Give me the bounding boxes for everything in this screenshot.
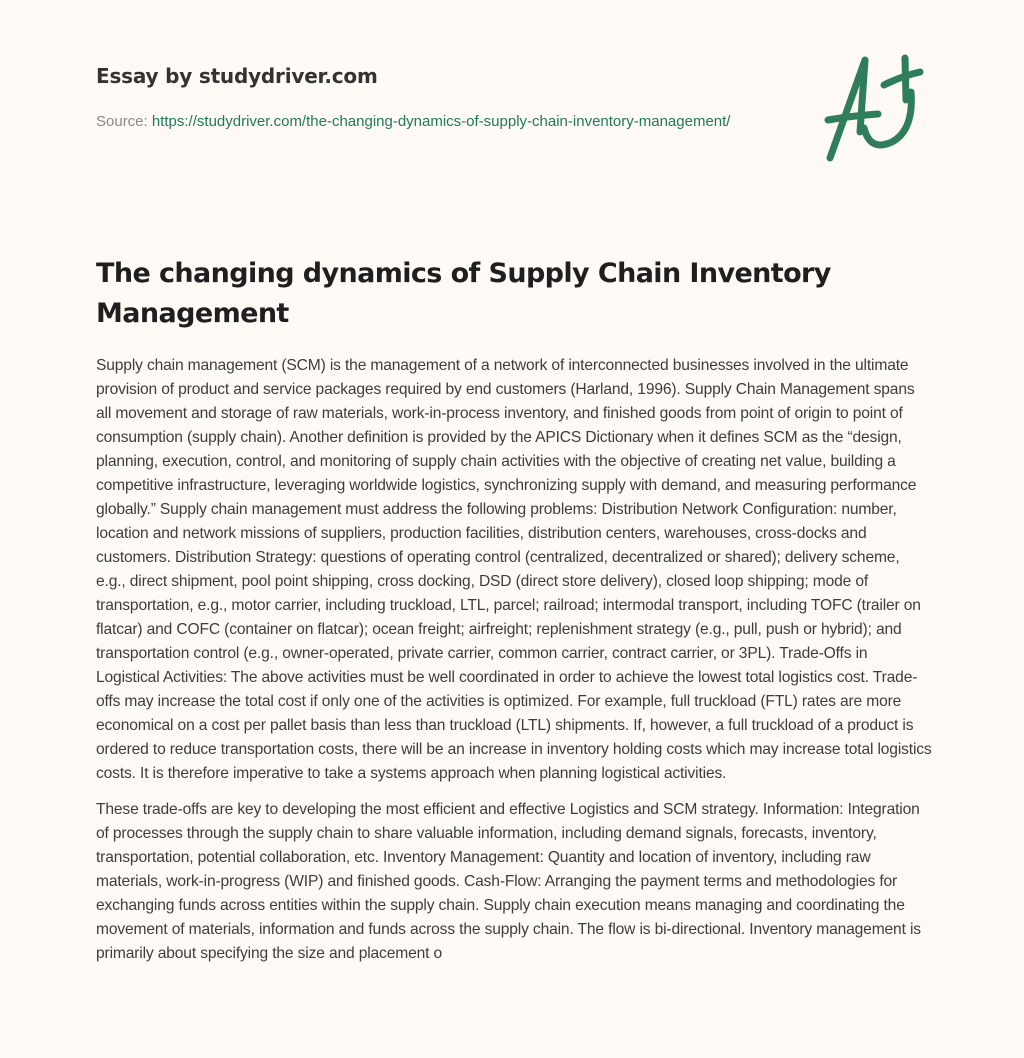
article-paragraph: Supply chain management (SCM) is the management of a network of interconnected businesses involved in the ultimate provision of product and service packages required by end customers (Harland, 1996). Supply Chain Management spans all movement and storage of raw materials, work-in-process inventory, and finished goods from point of origin to point of consumption (supply chain). Another definition is provided by the APICS Dictionary when it defines SCM as the “design, planning, execution, control, and monitoring of supply chain activities with the objective of creating net value, building a competitive infrastructure, leveraging worldwide logistics, synchronizing supply with demand, and measuring performance globally.” Supply chain management must address the following problems: Distribution Network Configuration: number, location and network missions of suppliers, production facilities, distribution centers, warehouses, cross-docks and customers. Distribution Strategy: questions of operating control (centralized, decentralized or shared); delivery scheme, e.g., direct shipment, pool point shipping, cross docking, DSD (direct store delivery), closed loop shipping; mode of transportation, e.g., motor carrier, including truckload, LTL, parcel; railroad; intermodal transport, including TOFC (trailer on flatcar) and COFC (container on flatcar); ocean freight; airfreight; replenishment strategy (e.g., pull, push or hybrid); and transportation control (e.g., owner-operated, private carrier, common carrier, contract carrier, or 3PL). Trade-Offs in Logistical Activities: The above activities must be well coordinated in order to achieve the lowest total logistics cost. Trade-offs may increase the total cost if only one of the activities is optimized. For example, full truckload (FTL) rates are more economical on a cost per pallet basis than less than truckload (LTL) shipments. If, however, a full truckload of a product is ordered to reduce transportation costs, there will be an increase in inventory holding costs which may increase total logistics costs. It is therefore imperative to take a systems approach when planning logistical activities. [96,357,932,782]
article-body [96,354,932,978]
source-line [96,110,776,134]
page-header [96,62,776,134]
article-paragraph: These trade-offs are key to developing the most efficient and effective Logistics and SCM strategy. Information: Integration of processes through the supply chain to share valuable information, including demand signals, forecasts, inventory, transportation, potential collaboration, etc. Inventory Management: Quantity and location of inventory, including raw materials, work-in-progress (WIP) and finished goods. Cash-Flow: Arranging the payment terms and methodologies for exchanging funds across entities within the supply chain. Supply chain execution means managing and coordinating the movement of materials, information and funds across the supply chain. The flow is bi-directional. Inventory management is primarily about specifying the size and placement o [96,801,921,962]
a-plus-grade-icon [820,40,935,170]
source-link[interactable]: https://studydriver.com/the-changing-dynamics-of-supply-chain-inventory-management/ [151,113,731,130]
site-title: Essay by studydriver.com [96,64,378,88]
article-title: The changing dynamics of Supply Chain Inventory Management [96,258,831,329]
source-label: Source: [96,113,148,130]
